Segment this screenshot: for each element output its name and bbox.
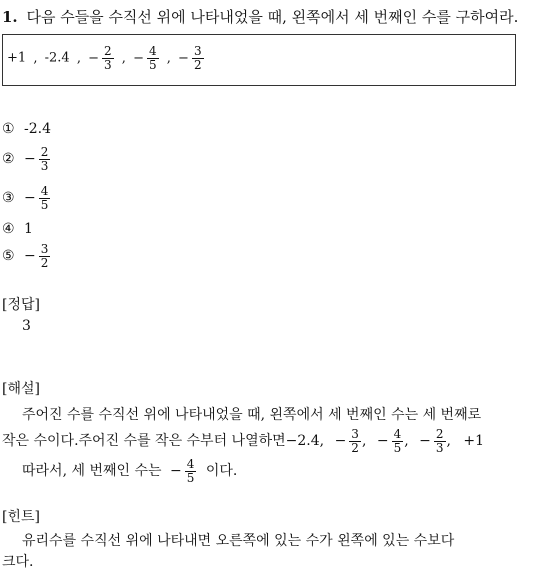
hint-tag: [힌트] [2,509,40,525]
hint-line-2: 크다. [2,554,34,570]
numbers-box [2,34,516,86]
question-number: 1. [2,8,18,26]
answer-tag: [정답] [2,297,40,313]
choice-3[interactable]: ③ − $\frac{4}{5}$ [2,184,49,212]
numbers-row: +1 , -2.4 , − $\frac{2}{3}$ , − $\frac{4}{5}$ , − $\frac{3}{2}$ [7,45,205,71]
explanation-tag: [해설] [2,381,40,397]
answer-value: 3 [22,318,31,334]
box-item-5: − $\frac{3}{2}$ [178,44,202,72]
explanation-line-3: 따라서, 세 번째인 수는 − $\frac{4}{5}$ 이다. [22,457,238,485]
choice-2[interactable]: ② − $\frac{2}{3}$ [2,145,49,173]
box-item-1: +1 [7,50,27,66]
choice-4[interactable]: ④ 1 [2,221,33,237]
choice-1[interactable]: ① -2.4 [2,121,51,137]
box-item-2: -2.4 [44,50,70,66]
choice-5[interactable]: ⑤ − $\frac{3}{2}$ [2,242,49,270]
hint-line-1: 유리수를 수직선 위에 나타내면 오른쪽에 있는 수가 왼쪽에 있는 수보다 [22,533,455,549]
box-item-4: − $\frac{4}{5}$ [133,44,157,72]
question-text: 다음 수들을 수직선 위에 나타내었을 때, 왼쪽에서 세 번째인 수를 구하여라. [26,8,519,26]
explanation-line-1: 주어진 수를 수직선 위에 나타내었을 때, 왼쪽에서 세 번째인 수는 세 번째로 [22,407,482,423]
box-item-3: − $\frac{2}{3}$ [88,44,112,72]
question-line [2,6,518,27]
explanation-line-2: 작은 수이다.주어진 수를 작은 수부터 나열하면−2.4, − $\frac{3}{2}$ , − $\frac{4}{5}$ , − $\frac{2}{3}$ , +1 [2,427,485,455]
